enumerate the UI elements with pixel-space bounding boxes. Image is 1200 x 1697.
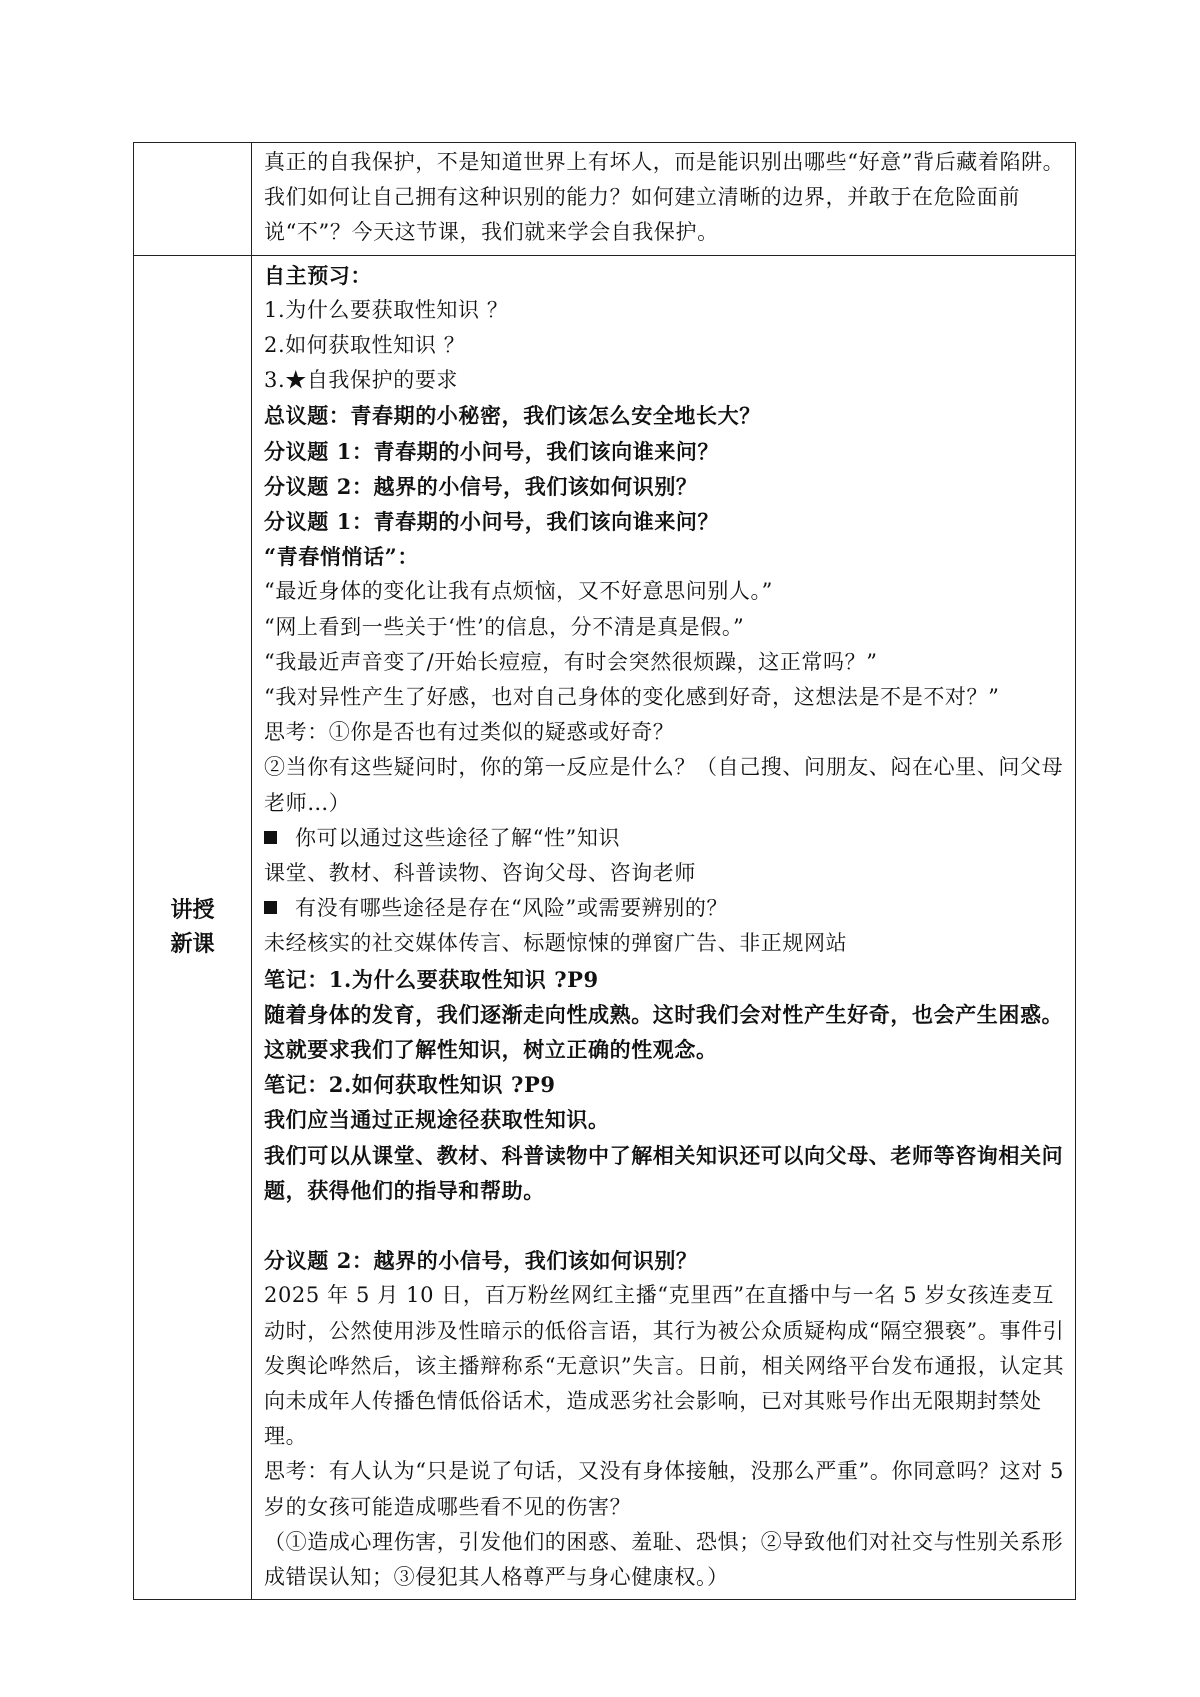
lesson-page	[133, 142, 1075, 1600]
sub-topic-2: 分议题 2：越界的小信号，我们该如何识别？	[264, 473, 698, 499]
bullet-2	[264, 891, 1067, 926]
preview-item-1: 1.为什么要获取性知识 ？	[264, 297, 509, 322]
intro-paragraph: 真正的自我保护，不是知道世界上有坏人，而是能识别出哪些“好意”背后藏着陷阱。我们如何让自己拥有这种识别的能力？如何建立清晰的边界，并敢于在危险面前说“不”？今天这节课，我们就来学会自我保护。	[264, 150, 1065, 245]
sub-topic-1-heading: 分议题 1：青春期的小问号，我们该向谁来问？	[264, 509, 720, 535]
preview-item-2: 2.如何获取性知识 ？	[264, 333, 466, 358]
case-text: 2025 年 5 月 10 日，百万粉丝网红主播“克里西”在直播中与一名 5 岁女孩连麦互动时，公然使用涉及性暗示的低俗言语，其行为被公众质疑构成“隔空猥亵”。事件引发舆论哗然后，该主播辩称系“无意识”失言。日前，相关网络平台发布通报，认定其向未成年人传播色情低俗话术，造成恶劣社会影响，已对其账号作出无限期封禁处理。	[264, 1283, 1065, 1449]
case-think: 思考：有人认为“只是说了句话，又没有身体接触，没那么严重”。你同意吗？这对 5 岁的女孩可能造成哪些看不见的伤害？	[264, 1459, 1064, 1519]
note-2-body-1: 我们应当通过正规途径获取性知识。	[264, 1107, 610, 1133]
quote-2: “网上看到一些关于‘性’的信息，分不清是真是假。”	[264, 614, 745, 639]
quote-1: “最近身体的变化让我有点烦恼，又不好意思问别人。”	[264, 579, 773, 604]
sub-topic-2-heading: 分议题 2：越界的小信号，我们该如何识别？	[264, 1248, 698, 1274]
lesson-table	[133, 142, 1076, 1600]
note-2-title: 笔记：2.如何获取性知识 ?P9	[264, 1072, 556, 1098]
section-label-line-1: 讲授	[170, 897, 215, 924]
bullet-2-answer: 未经核实的社交媒体传言、标题惊悚的弹窗广告、非正规网站	[264, 931, 848, 956]
intro-content-cell	[252, 143, 1076, 256]
new-lesson-row	[134, 255, 1076, 1600]
preview-title: 自主预习：	[264, 262, 372, 288]
section-label	[134, 893, 251, 961]
bullet-2-text: 有没有哪些途径是存在“风险”或需要辨别的？	[295, 896, 729, 921]
bullet-1-text: 你可以通过这些途径了解“性”知识	[295, 825, 621, 850]
square-bullet-icon	[264, 901, 277, 914]
think-question-2: ②当你有这些疑问时，你的第一反应是什么？（自己搜、问朋友、闷在心里、问父母老师…）	[264, 755, 1064, 815]
blank-line	[264, 1208, 1067, 1243]
note-1-body: 随着身体的发育，我们逐渐走向性成熟。这时我们会对性产生好奇，也会产生困惑。这就要求我们了解性知识，树立正确的性观念。	[264, 1001, 1064, 1063]
quote-3: “我最近声音变了/开始长痘痘，有时会突然很烦躁，这正常吗？”	[264, 649, 878, 674]
preview-item-3: 3.★自我保护的要求	[264, 368, 459, 393]
whisper-title: “青春悄悄话”：	[264, 544, 419, 570]
sub-topic-1: 分议题 1：青春期的小问号，我们该向谁来问？	[264, 438, 720, 464]
main-topic: 总议题：青春期的小秘密，我们该怎么安全地长大？	[264, 403, 761, 429]
intro-label-cell	[134, 143, 252, 256]
note-1-title: 笔记：1.为什么要获取性知识 ?P9	[264, 966, 599, 992]
intro-row	[134, 143, 1076, 256]
section-label-cell	[134, 255, 252, 1600]
case-answer: （①造成心理伤害，引发他们的困惑、羞耻、恐惧；②导致他们对社交与性别关系形成错误认知；③侵犯其人格尊严与身心健康权。）	[264, 1529, 1064, 1589]
section-label-line-2: 新课	[170, 931, 215, 958]
section-content-cell	[252, 255, 1076, 1600]
quote-4: “我对异性产生了好感，也对自己身体的变化感到好奇，这想法是不是不对？”	[264, 685, 1000, 710]
bullet-1	[264, 821, 1067, 856]
square-bullet-icon	[264, 831, 277, 844]
bullet-1-answer: 课堂、教材、科普读物、咨询父母、咨询老师	[264, 861, 696, 886]
note-2-body-2: 我们可以从课堂、教材、科普读物中了解相关知识还可以向父母、老师等咨询相关问题，获得他们的指导和帮助。	[264, 1142, 1064, 1203]
think-question-1: 思考：①你是否也有过类似的疑惑或好奇？	[264, 720, 675, 745]
